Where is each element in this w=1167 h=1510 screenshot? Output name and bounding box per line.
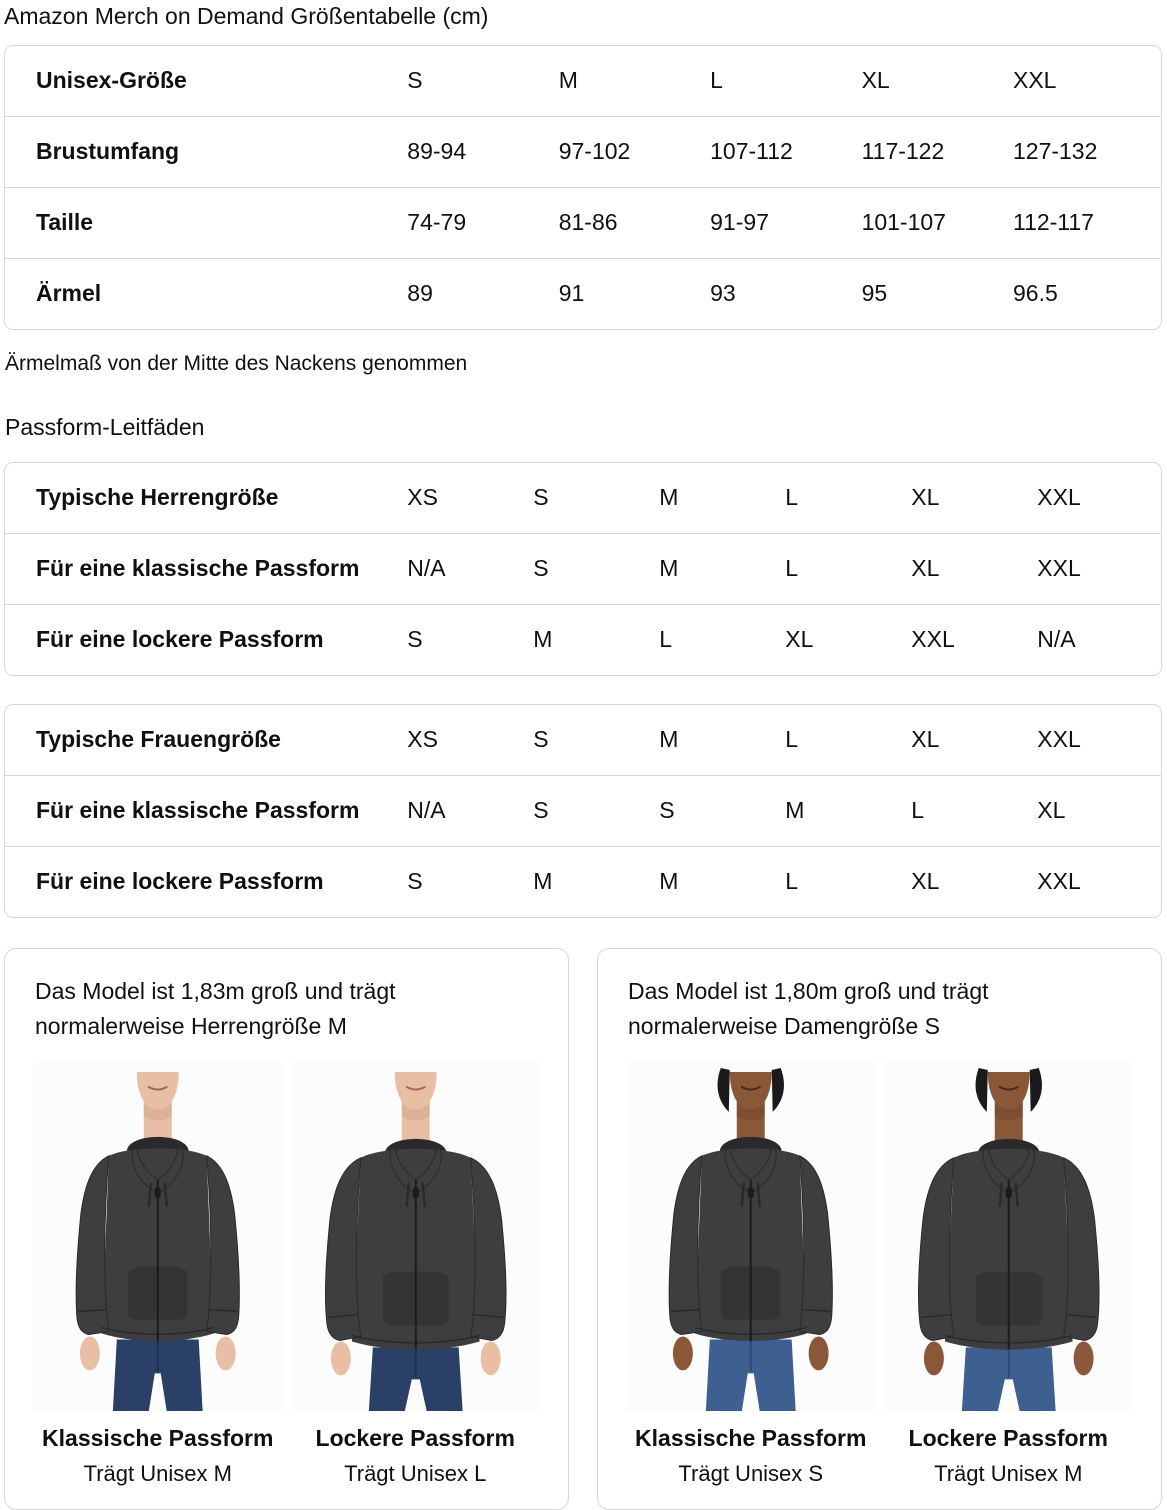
size-caption: Trägt Unisex M [934,1461,1083,1487]
size-column-header-xxl: XXL [1012,67,1057,93]
unisex-size-table [4,45,1162,330]
womens-classic-fit-cell: N/A [407,775,533,846]
sleeve-measure-note: Ärmelmaß von der Mitte des Nackens genommen [5,352,468,375]
womens-size-cell: L [785,726,799,752]
womens-size-cell: M [659,726,679,752]
size-column-header-s: S [407,67,423,93]
waist-value: 112-117 [1013,187,1161,258]
chest-value: 107-112 [710,116,861,187]
womens-classic-fit-cell: XL [1037,775,1161,846]
mens-size-cell: XXL [1037,484,1081,510]
fit-caption: Lockere Passform [908,1425,1108,1452]
female-model-photos [626,1062,1133,1411]
chest-row [5,116,1161,187]
typical-womens-size-row [5,705,1161,775]
male-photo-captions [33,1425,540,1487]
sleeve-value: 95 [862,258,1013,329]
typical-womens-size-label: Typische Frauengröße [36,726,281,752]
sleeve-value: 96.5 [1013,258,1161,329]
mens-loose-fit-cell: XXL [911,604,1037,675]
womens-loose-fit-cell: M [533,846,659,917]
fit-caption: Lockere Passform [315,1425,515,1452]
womens-size-cell: XL [911,726,940,752]
size-column-header-l: L [710,67,723,93]
womens-loose-fit-cell: M [659,846,785,917]
mens-classic-fit-row [5,533,1161,604]
male-classic-fit-photo [33,1062,283,1411]
mens-classic-fit-cell: XL [911,533,1037,604]
womens-size-cell: XXL [1037,726,1081,752]
male-loose-fit-photo [291,1062,541,1411]
waist-value: 81-86 [559,187,710,258]
sleeve-row-label: Ärmel [5,258,407,329]
chest-value: 97-102 [559,116,710,187]
mens-classic-fit-cell: XXL [1037,533,1161,604]
hoodie-model-illustration [884,1062,1134,1411]
waist-value: 101-107 [862,187,1013,258]
hoodie-model-illustration [626,1062,876,1411]
womens-classic-fit-cell: S [533,775,659,846]
mens-classic-fit-cell: N/A [407,533,533,604]
mens-loose-fit-cell: XL [785,604,911,675]
male-model-description: Das Model ist 1,83m groß und trägt normalerweise Herrengröße M [35,978,396,1039]
female-model-card [597,948,1162,1510]
size-caption: Trägt Unisex L [344,1461,487,1487]
fit-caption: Klassische Passform [635,1425,867,1452]
waist-row-label: Taille [5,187,407,258]
womens-classic-fit-cell: M [785,775,911,846]
womens-loose-fit-cell: S [407,846,533,917]
chest-row-label: Brustumfang [5,116,407,187]
size-column-header-m: M [558,67,578,93]
mens-classic-fit-cell: L [785,533,911,604]
chest-value: 89-94 [407,116,558,187]
size-caption: Trägt Unisex M [83,1461,232,1487]
hoodie-model-illustration [33,1062,283,1411]
chest-value: 117-122 [862,116,1013,187]
typical-mens-size-row [5,463,1161,533]
sleeve-row [5,258,1161,329]
sleeve-value: 93 [710,258,861,329]
size-column-header-xl: XL [861,67,890,93]
womens-loose-fit-cell: XXL [1037,846,1161,917]
womens-loose-fit-label: Für eine lockere Passform [5,846,407,917]
mens-loose-fit-cell: M [533,604,659,675]
mens-loose-fit-cell: L [659,604,785,675]
womens-loose-fit-row [5,846,1161,917]
mens-loose-fit-cell: S [407,604,533,675]
women-fit-table [4,704,1162,918]
mens-size-cell: XS [407,484,438,510]
male-model-card [4,948,569,1510]
sleeve-value: 91 [559,258,710,329]
mens-loose-fit-row [5,604,1161,675]
mens-classic-fit-label: Für eine klassische Passform [5,533,407,604]
male-model-photos [33,1062,540,1411]
size-table-header-row [5,46,1161,116]
waist-row [5,187,1161,258]
waist-value: 91-97 [710,187,861,258]
womens-classic-fit-cell: S [659,775,785,846]
womens-classic-fit-row [5,775,1161,846]
mens-size-cell: S [533,484,549,510]
male-classic-caption [33,1425,283,1487]
hoodie-model-illustration [291,1062,541,1411]
womens-size-cell: XS [407,726,438,752]
mens-size-cell: M [659,484,679,510]
mens-size-cell: XL [911,484,940,510]
female-classic-fit-photo [626,1062,876,1411]
male-loose-caption [291,1425,541,1487]
mens-size-cell: L [785,484,799,510]
fit-caption: Klassische Passform [42,1425,274,1452]
womens-size-cell: S [533,726,549,752]
mens-loose-fit-cell: N/A [1037,604,1161,675]
female-loose-caption [884,1425,1134,1487]
model-cards-row [4,948,1162,1510]
typical-mens-size-label: Typische Herrengröße [36,484,279,510]
waist-value: 74-79 [407,187,558,258]
womens-loose-fit-cell: XL [911,846,1037,917]
chest-value: 127-132 [1013,116,1161,187]
fit-guides-heading: Passform-Leitfäden [5,414,205,440]
mens-classic-fit-cell: S [533,533,659,604]
female-classic-caption [626,1425,876,1487]
womens-classic-fit-label: Für eine klassische Passform [5,775,407,846]
mens-classic-fit-cell: M [659,533,785,604]
men-fit-table [4,462,1162,676]
female-model-description: Das Model ist 1,80m groß und trägt normalerweise Damengröße S [628,978,989,1039]
womens-classic-fit-cell: L [911,775,1037,846]
mens-loose-fit-label: Für eine lockere Passform [5,604,407,675]
female-photo-captions [626,1425,1133,1487]
page-title: Amazon Merch on Demand Größentabelle (cm) [4,3,489,29]
womens-loose-fit-cell: L [785,846,911,917]
size-table-header-label: Unisex-Größe [36,67,187,93]
sleeve-value: 89 [407,258,558,329]
size-caption: Trägt Unisex S [678,1461,824,1487]
female-loose-fit-photo [884,1062,1134,1411]
